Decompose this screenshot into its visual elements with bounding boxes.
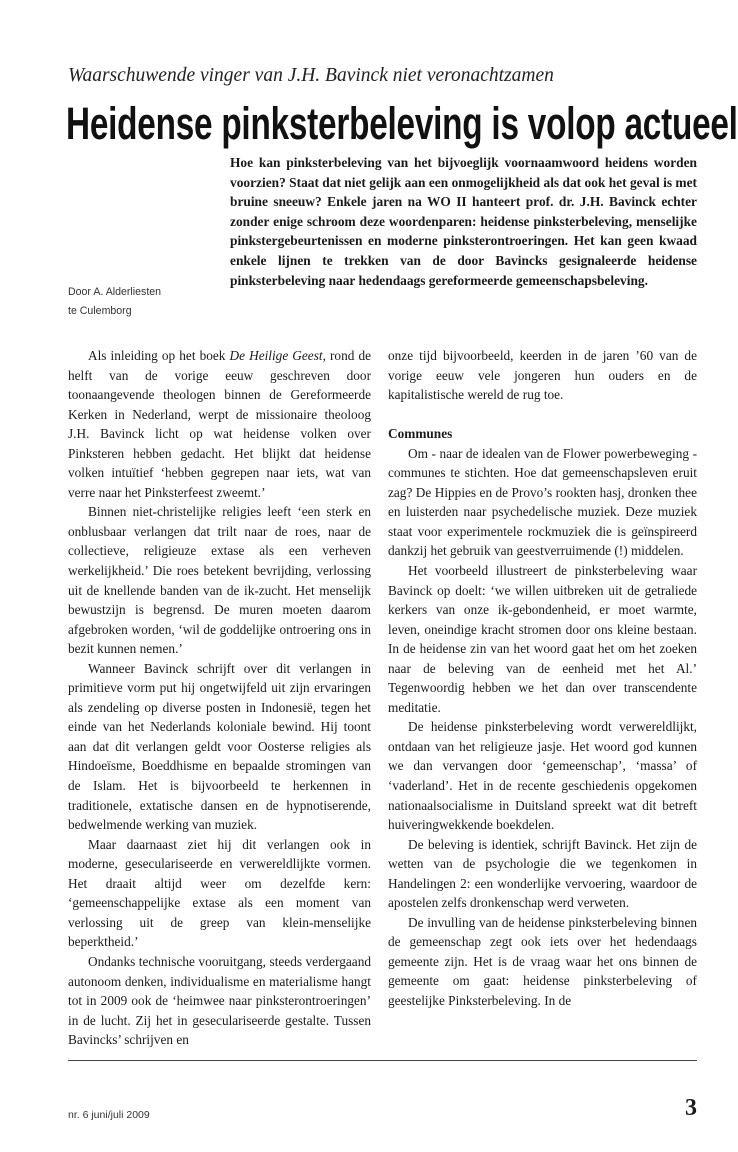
paragraph: onze tijd bijvoorbeeld, keerden in de jaren ’60 van de vorige eeuw vele jongeren hun ouders en de kapitalistische wereld de rug toe. <box>388 348 697 403</box>
paragraph: Binnen niet-christelijke religies leeft ‘een sterk en onblusbaar verlangen dat trilt naar de roes, naar de collectieve, religieuze extase als een verheven werkelijkheid.’ Die roes betekent bevrijding, verlossing uit de knellende banden van de ik-zucht. Het menselijk bewustzijn is begrensd. De muren moeten daarom afgebroken worden, ‘wil de goddelijke ontroering ons in bezit kunnen nemen.’ <box>68 504 371 657</box>
footer-divider <box>68 1060 697 1061</box>
byline-author: Door A. Alderliesten <box>68 286 162 298</box>
article-intro: Hoe kan pinksterbeleving van het bijvoeglijk voornaamwoord heidens worden voorzien? Staat dat niet gelijk aan een onmogelijkheid als dat ook het geval is met bruine sneeuw? Enkele jaren na WO II hanteert prof. dr. J.H. Bavinck echter zonder enige schroom deze woordenparen: heidense pinksterbeleving, menselijke pinkstergebeurtenissen en moderne pinksterontroeringen. Het kan geen kwaad enkele lijnen te trekken van de door Bavincks gesignaleerde heidense pinksterbeleving naar hedendaags gereformeerde gemeenschapsbeleving. <box>230 155 697 288</box>
byline <box>68 283 161 321</box>
paragraph: Maar daarnaast ziet hij dit verlangen ook in moderne, geseculariseerde en verwereldlijkte vormen. Het draait altijd weer om dezelfde kern: ‘gemeenschappelijke extase als een moment van verlossing uit de greep van klein-menselijke beperktheid.’ <box>68 836 371 950</box>
section-heading: Communes <box>388 426 453 442</box>
paragraph: De invulling van de heidense pinksterbeleving binnen de gemeenschap zegt ook iets over het hedendaags gemeente zijn. Het is de vraag waar het ons binnen de gemeente om gaat: heidense pinksterbeleving of geestelijke Pinksterbeleving. In de <box>388 914 697 1008</box>
body-column-right <box>388 346 697 1011</box>
byline-place: te Culemborg <box>68 305 132 317</box>
page-number: 3 <box>685 1095 697 1121</box>
article-title: Heidense pinksterbeleving is volop actueel <box>66 98 738 149</box>
text: , rond de helft van de vorige eeuw geschreven door toonaangevende theologen binnen de Gereformeerde Kerken in Nederland, werpt de missionaire theoloog J.H. Bavinck licht op wat heidense volken over Pinksteren hebben gedacht. Het blijkt dat heidense volken intuïtief ‘hebben gegrepen naar iets, wat van verre naar het Pinksterfeest zweemt.’ <box>68 348 371 500</box>
paragraph <box>68 346 371 502</box>
book-title: De Heilige Geest <box>229 348 323 363</box>
paragraph: Ondanks technische vooruitgang, steeds verdergaand autonoom denken, individualisme en materialisme hangt tot in 2009 ook de ‘heimwee naar pinksterontroeringen’ in de lucht. Zij het in geseculariseerde gestalte. Tussen Bavincks’ schrijven en <box>68 953 371 1048</box>
text: Als inleiding op het boek <box>88 348 230 363</box>
paragraph: Om - naar de idealen van de Flower powerbeweging - communes te stichten. Hoe dat gemeenschapsleven eruit zag? De Hippies en de Provo’s rookten hasj, dronken thee en luisterden naar psychedelische muziek. Deze muziek staat voor experimentele rockmuziek die is geïnspireerd dankzij het gebruik van geestverruimende (!) middelen. <box>388 445 697 559</box>
footer-issue: nr. 6 juni/juli 2009 <box>68 1109 150 1121</box>
body-column-left <box>68 346 371 1050</box>
article-kicker: Waarschuwende vinger van J.H. Bavinck niet veronachtzamen <box>68 65 554 86</box>
paragraph: De beleving is identiek, schrijft Bavinck. Het zijn de wetten van de psychologie die we tegenkomen in Handelingen 2: een wonderlijke vervoering, waardoor de apostelen zelfs dronkenschap werd verweten. <box>388 836 697 911</box>
paragraph: Wanneer Bavinck schrijft over dit verlangen in primitieve vorm put hij ongetwijfeld uit zijn ervaringen als zendeling op diverse posten in Indonesië, tegen het einde van het Nederlands koloniale bewind. Hij toont aan dat dit verlangen geldt voor Oosterse religies als Hindoeïsme, Boeddhisme en bepaalde stromingen van de Islam. Het is bijvoorbeeld te herkennen in traditionele, extatische dansen en de hypnotiserende, bedwelmende werking van muziek. <box>68 660 371 833</box>
paragraph: De heidense pinksterbeleving wordt verwereldlijkt, ontdaan van het religieuze jasje. Het woord god kunnen we dan vervangen door ‘gemeenschap’, ‘massa’ of ‘vaderland’. Het in de recente geschiedenis opgekomen nationaalsocialisme in Duitsland spreekt wat dit betreft huiveringwekkende boekdelen. <box>388 719 697 833</box>
paragraph: Het voorbeeld illustreert de pinksterbeleving waar Bavinck op doelt: ‘we willen uitbreken uit de getraliede kerkers van onze ik-gebondenheid, er moet warmte, leven, oneindige kracht stromen door ons kleine bestaan. In de heidense zin van het woord gaat het om het zoeken naar de beleving van de eenheid met het Al.’ Tegenwoordig hebben we het dan over transcendente meditatie. <box>388 562 697 715</box>
